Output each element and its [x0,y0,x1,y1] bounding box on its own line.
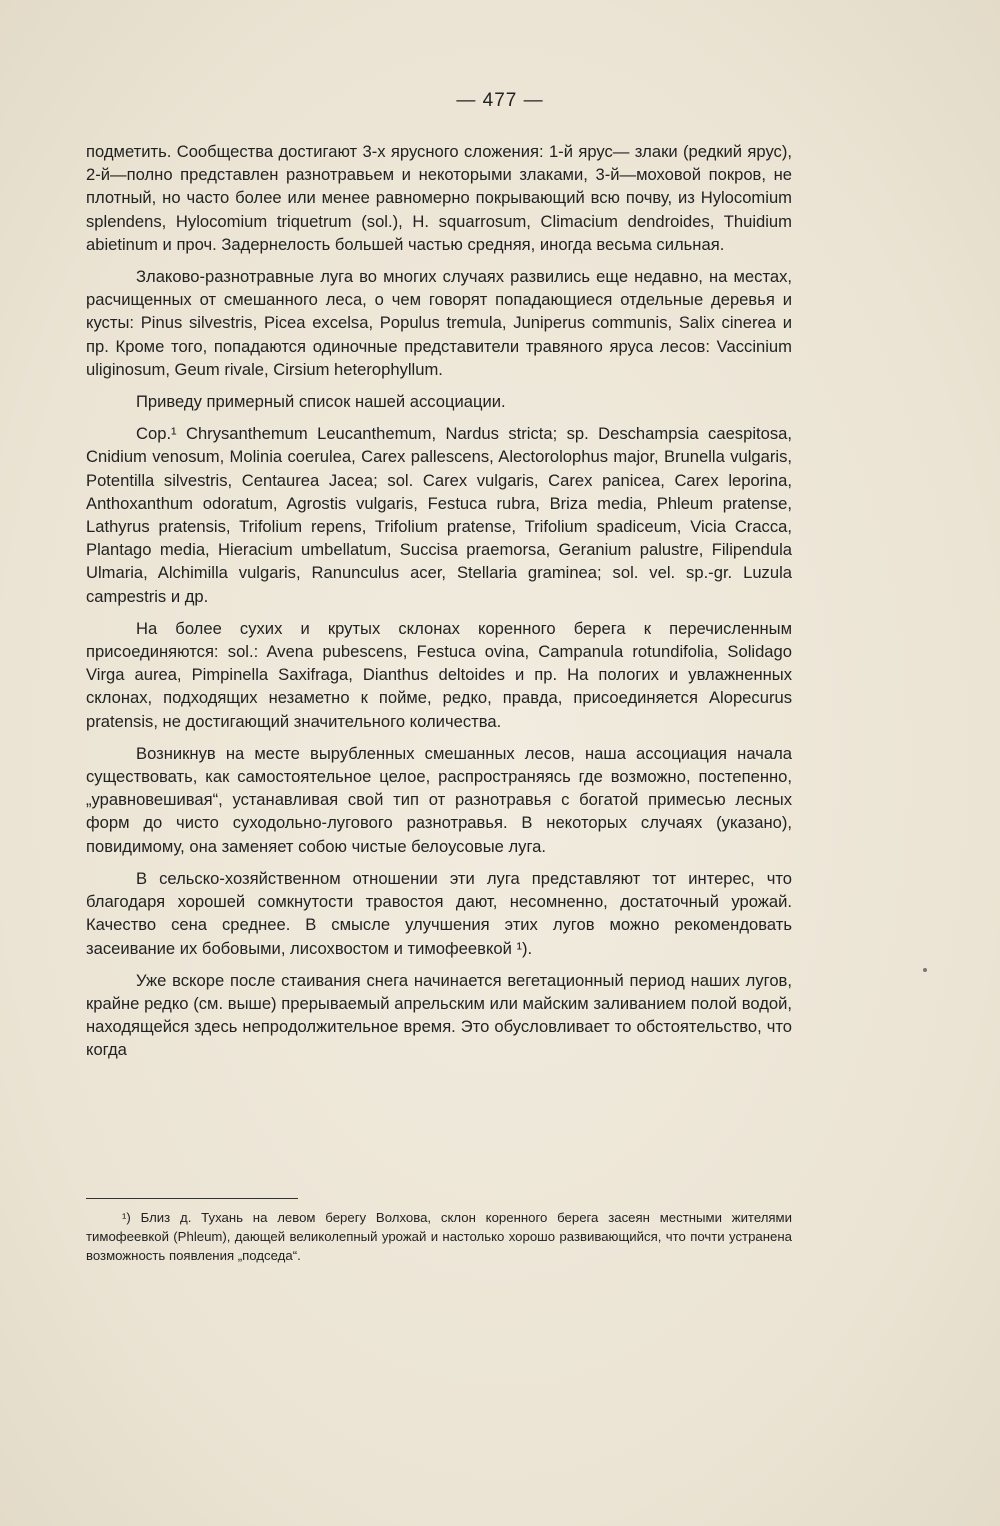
paragraph: В сельско-хозяйственном отношении эти луга представляют тот интерес, что благодаря хорошей сомкнутости травостоя дают, несомненно, достаточный урожай. Качество сена среднее. В смысле улучшения этих лугов можно рекомендовать засеивание их бобовыми, лисохвостом и тимофеевкой ¹). [86,868,792,958]
paragraph: Возникнув на месте вырубленных смешанных лесов, наша ассоциация начала существовать, как самостоятельное целое, распространяясь где возможно, постепенно, „уравновешивая“, устанавливая свой тип от разнотравья с богатой примесью лесных форм до чисто суходольно-лугового разнотравья. В некоторых случаях (указано), повидимому, она заменяет собою чистые белоусовые луга. [86,743,792,856]
main-text [86,140,792,1071]
paragraph: Приведу примерный список нашей ассоциации. [136,392,506,412]
paragraph: подметить. Сообщества достигают 3-х ярусного сложения: 1-й ярус— злаки (редкий ярус), 2-й—полно представлен разнотравьем и некоторыми злаками, 3-й—моховой покров, не плотный, но часто более или менее равномерно покрывающий всю почву, из Hylocomium splendens, Hylocomium triquetrum (sol.), H. squarrosum, Climacium dendroides, Thuidium abietinum и проч. Задернелость большей частью средняя, иногда весьма сильная. [86,142,792,254]
paragraph: На более сухих и крутых склонах коренного берега к перечисленным присоединяются: sol.: Avena pubescens, Festuca ovina, Campanula rotundifolia, Solidago Virga aurea, Pimpinella Saxifraga, Dianthus deltoides и пр. На пологих и увлажненных склонах, подходящих незаметно к пойме, редко, правда, присоединяется Alopecurus pratensis, не достигающий значительного количества. [86,618,792,731]
footnote: ¹) Близ д. Тухань на левом берегу Волхова, склон коренного берега засеян местными жителями тимофеевкой (Phleum), дающей великолепный урожай и настолько хорошо развивающийся, что почти устранена возможность появления „подседа“. [86,1210,792,1263]
species-list-paragraph: Cop.¹ Chrysanthemum Leucanthemum, Nardus stricta; sp. Deschampsia caespitosa, Cnidium venosum, Molinia coerulea, Carex pallescens, Alectorolophus major, Brunella vulgaris, Potentilla silvestris, Centaurea Jacea; sol. Carex vulgaris, Carex panicea, Carex leporina, Anthoxanthum odoratum, Agrostis vulgaris, Festuca rubra, Briza media, Phleum pratense, Lathyrus pratensis, Trifolium repens, Trifolium pratense, Trifolium spadiceum, Vicia Cracca, Plantago media, Hieracium umbellatum, Succisa praemorsa, Geranium palustre, Filipendula Ulmaria, Alchimilla vulgaris, Ranunculus acer, Stellaria graminea; sol. vel. sp.-gr. Luzula campestris и др. [86,424,792,606]
paragraph: Уже вскоре после стаивания снега начинается вегетационный период наших лугов, крайне редко (см. выше) прерываемый апрельским или майским заливанием полой водой, находящейся здесь непродолжительное время. Это обусловливает то обстоятельство, что когда [86,970,792,1060]
footnote-divider [86,1198,298,1199]
page-number: — 477 — [456,90,544,111]
paragraph: Злаково-разнотравные луга во многих случаях развились еще недавно, на местах, расчищенных от смешанного леса, о чем говорят попадающиеся отдельные деревья и кусты: Pinus silvestris, Picea excelsa, Populus tremula, Juniperus communis, Salix cinerea и пр. Кроме того, попадаются одиночные представители травяного яруса лесов: Vaccinium uliginosum, Geum rivale, Cirsium heterophyllum. [86,267,792,379]
scan-speck [923,968,927,972]
